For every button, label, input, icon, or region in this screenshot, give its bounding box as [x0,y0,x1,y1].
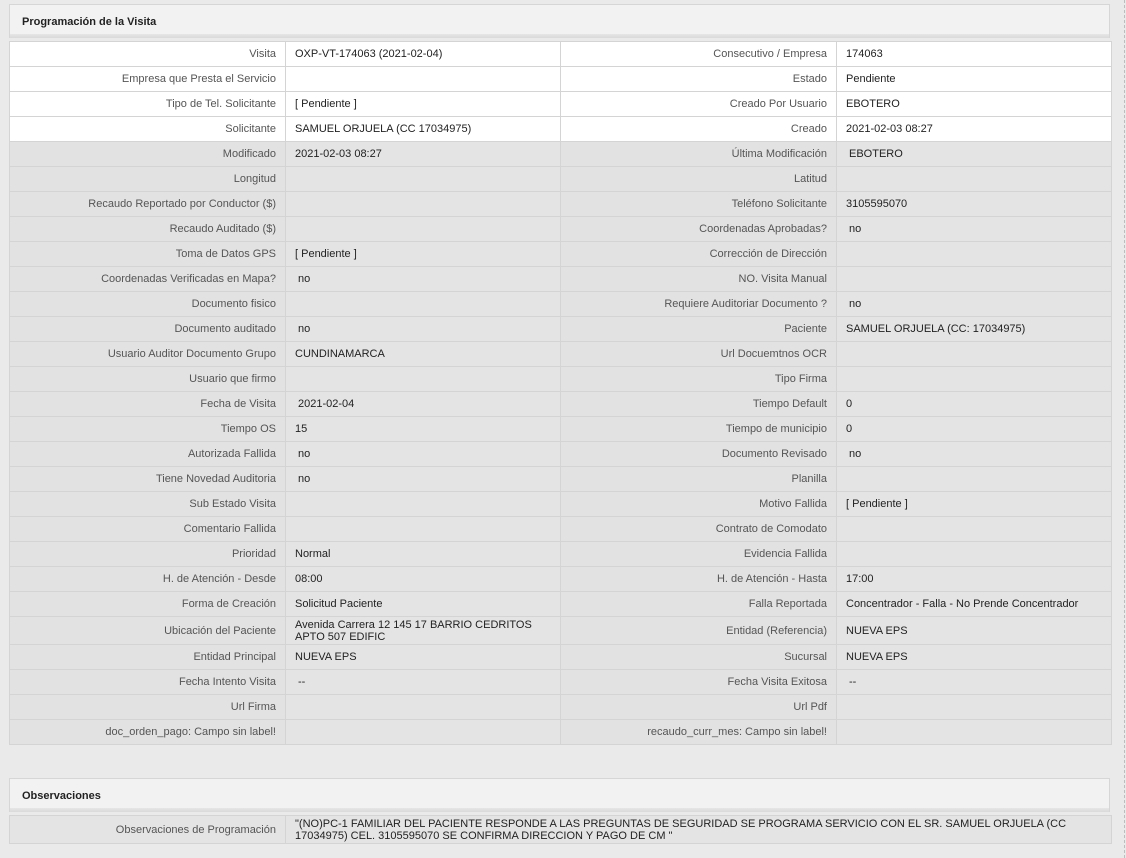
field-value [286,617,561,645]
field-value: Pendiente [837,67,1112,92]
field-value: 08:00 [286,567,561,592]
field-value-text: no [298,448,311,460]
table-row [10,492,1112,517]
field-label: Recaudo Auditado ($) [10,217,286,242]
field-label: Url Docuemtnos OCR [561,342,837,367]
observaciones-value: "(NO)PC-1 FAMILIAR DEL PACIENTE RESPONDE A LAS PREGUNTAS DE SEGURIDAD SE PROGRAMA SERVICIO CON EL SR. SAMUEL ORJUELA (CC 17034975) CEL. 3105595070 SE CONFIRMA DIRECCION Y PAGO DE CM " [286,816,1112,844]
table-row [10,720,1112,745]
section-header-programacion [9,4,1110,38]
field-value [837,695,1112,720]
field-label: Última Modificación [561,142,837,167]
table-row [10,542,1112,567]
field-value: 174063 [837,42,1112,67]
field-label: Entidad (Referencia) [561,617,837,645]
field-label: Tiempo OS [10,417,286,442]
field-label: Tipo Firma [561,367,837,392]
field-value [286,267,561,292]
table-row [10,517,1112,542]
field-label: Usuario Auditor Documento Grupo [10,342,286,367]
field-value-text: no [849,298,862,310]
table-row [10,192,1112,217]
table-row [10,317,1112,342]
field-value-text: 2021-02-04 [298,398,355,410]
field-label: Longitud [10,167,286,192]
field-value [837,467,1112,492]
field-value: NUEVA EPS [837,617,1112,645]
field-value [837,367,1112,392]
field-value [837,142,1112,167]
field-label: Visita [10,42,286,67]
field-label: Paciente [561,317,837,342]
table-row [10,417,1112,442]
field-value [286,467,561,492]
table-row [10,167,1112,192]
table-row [10,342,1112,367]
field-value [286,317,561,342]
scroll-edge [1124,0,1125,858]
field-label: Corrección de Dirección [561,242,837,267]
field-label: Documento fisico [10,292,286,317]
field-value [286,367,561,392]
table-row [10,217,1112,242]
section-title: Observaciones [22,790,101,802]
field-label: Coordenadas Verificadas en Mapa? [10,267,286,292]
field-value: Concentrador - Falla - No Prende Concentrador [837,592,1112,617]
field-label: recaudo_curr_mes: Campo sin label! [561,720,837,745]
observaciones-table [9,815,1112,844]
field-value [286,442,561,467]
field-label: Comentario Fallida [10,517,286,542]
field-value [837,242,1112,267]
field-label: Recaudo Reportado por Conductor ($) [10,192,286,217]
field-value [837,267,1112,292]
field-value: SAMUEL ORJUELA (CC: 17034975) [837,317,1112,342]
field-label: Creado [561,117,837,142]
field-label: Url Pdf [561,695,837,720]
field-label: Fecha Intento Visita [10,670,286,695]
field-value: 2021-02-03 08:27 [837,117,1112,142]
table-row [10,242,1112,267]
section-header-observaciones [9,778,1110,812]
field-label: Planilla [561,467,837,492]
field-value [286,670,561,695]
field-label: Forma de Creación [10,592,286,617]
field-value: [ Pendiente ] [286,242,561,267]
field-value [286,217,561,242]
field-value: 0 [837,417,1112,442]
field-value-line: APTO 507 EDIFIC [295,630,386,643]
field-value: [ Pendiente ] [286,92,561,117]
field-label: Autorizada Fallida [10,442,286,467]
field-label: Teléfono Solicitante [561,192,837,217]
field-label: Estado [561,67,837,92]
field-value [286,695,561,720]
field-value: EBOTERO [837,92,1112,117]
field-value [837,342,1112,367]
field-value: NUEVA EPS [286,645,561,670]
field-label: Tipo de Tel. Solicitante [10,92,286,117]
field-value: OXP-VT-174063 (2021-02-04) [286,42,561,67]
field-value-text: -- [298,676,306,688]
field-label: NO. Visita Manual [561,267,837,292]
table-row [10,67,1112,92]
field-label: Contrato de Comodato [561,517,837,542]
field-value [286,192,561,217]
field-label: Fecha de Visita [10,392,286,417]
table-row [10,645,1112,670]
field-value [837,217,1112,242]
field-label: Coordenadas Aprobadas? [561,217,837,242]
field-label: Requiere Auditoriar Documento ? [561,292,837,317]
field-label: Motivo Fallida [561,492,837,517]
field-label: Sub Estado Visita [10,492,286,517]
field-value [837,167,1112,192]
field-label: Prioridad [10,542,286,567]
field-value-text: no [298,273,311,285]
field-value: 2021-02-03 08:27 [286,142,561,167]
field-label: Ubicación del Paciente [10,617,286,645]
field-value [286,67,561,92]
field-label: Tiempo de municipio [561,417,837,442]
field-label: Empresa que Presta el Servicio [10,67,286,92]
field-value [837,442,1112,467]
field-value [286,720,561,745]
field-value [837,720,1112,745]
table-row [10,467,1112,492]
table-row [10,592,1112,617]
field-label: Evidencia Fallida [561,542,837,567]
field-value [837,292,1112,317]
table-row [10,442,1112,467]
section-title: Programación de la Visita [22,16,157,28]
field-label: Modificado [10,142,286,167]
field-value: CUNDINAMARCA [286,342,561,367]
field-value [286,492,561,517]
field-value-text: no [298,473,311,485]
field-value-text: EBOTERO [849,148,903,160]
field-value: NUEVA EPS [837,645,1112,670]
field-label: Observaciones de Programación [10,816,286,844]
field-label: Toma de Datos GPS [10,242,286,267]
field-label: Entidad Principal [10,645,286,670]
field-label: Falla Reportada [561,592,837,617]
field-label: H. de Atención - Hasta [561,567,837,592]
table-row [10,92,1112,117]
table-row [10,292,1112,317]
field-value [837,542,1112,567]
visit-fields-table [9,41,1112,745]
field-value-text: no [849,448,862,460]
field-value-text: -- [849,676,857,688]
field-value: 17:00 [837,567,1112,592]
field-label: Consecutivo / Empresa [561,42,837,67]
table-row [10,567,1112,592]
field-label: Latitud [561,167,837,192]
field-value [837,517,1112,542]
field-label: Tiene Novedad Auditoria [10,467,286,492]
table-row [10,816,1112,844]
header-divider [10,808,1109,812]
field-label: Tiempo Default [561,392,837,417]
field-label: H. de Atención - Desde [10,567,286,592]
field-value: 15 [286,417,561,442]
field-value-line: Avenida Carrera 12 145 17 BARRIO CEDRITOS [295,618,532,631]
table-row [10,695,1112,720]
table-row [10,617,1112,645]
field-value: 3105595070 [837,192,1112,217]
field-value [286,292,561,317]
field-label: Documento Revisado [561,442,837,467]
table-row [10,267,1112,292]
field-label: Solicitante [10,117,286,142]
field-value [837,670,1112,695]
field-value: 0 [837,392,1112,417]
field-value: SAMUEL ORJUELA (CC 17034975) [286,117,561,142]
field-value: Normal [286,542,561,567]
table-row [10,117,1112,142]
table-row [10,42,1112,67]
field-label: Sucursal [561,645,837,670]
table-row [10,670,1112,695]
field-label: Creado Por Usuario [561,92,837,117]
field-label: Url Firma [10,695,286,720]
field-value [286,167,561,192]
table-row [10,142,1112,167]
table-row [10,367,1112,392]
field-label: doc_orden_pago: Campo sin label! [10,720,286,745]
field-value: Solicitud Paciente [286,592,561,617]
field-value-text: no [849,223,862,235]
field-value [286,517,561,542]
field-label: Documento auditado [10,317,286,342]
field-label: Usuario que firmo [10,367,286,392]
field-value: [ Pendiente ] [837,492,1112,517]
field-value-text: no [298,323,311,335]
header-divider [10,34,1109,38]
field-label: Fecha Visita Exitosa [561,670,837,695]
table-row [10,392,1112,417]
field-value [286,392,561,417]
